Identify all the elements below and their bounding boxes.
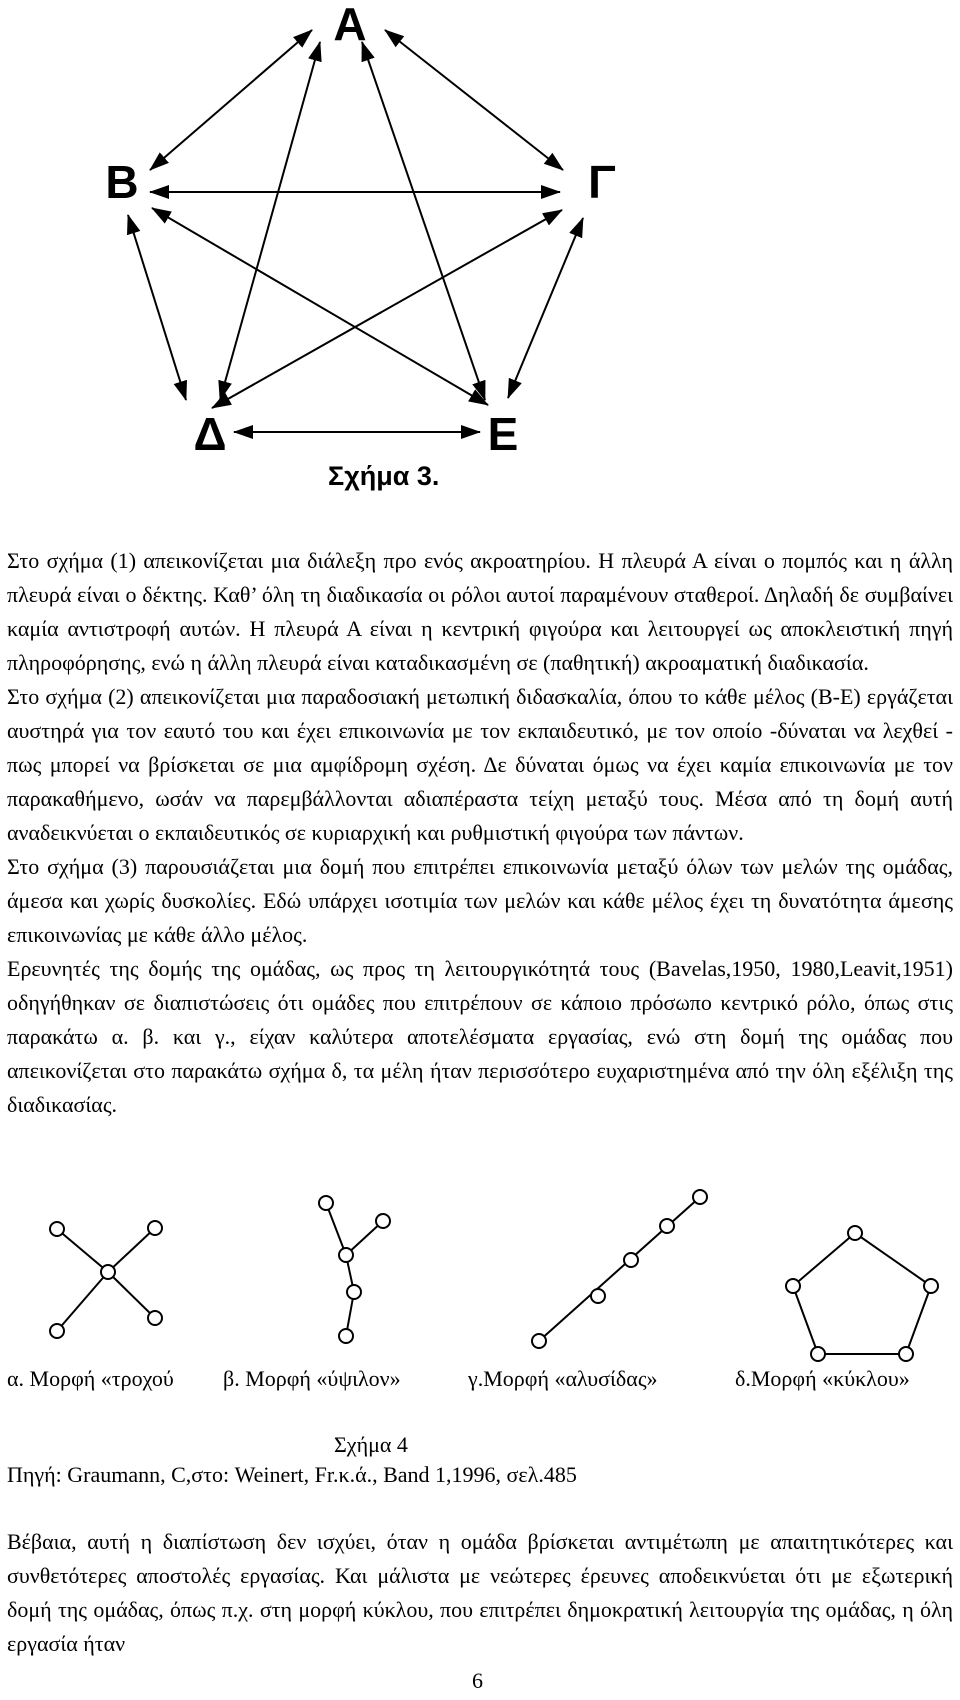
shape-wheel xyxy=(50,1221,162,1338)
edge-g-a xyxy=(385,30,563,170)
paragraph: Στο σχήμα (2) απεικονίζεται μια παραδοσιακή μετωπική διδασκαλία, όπου το κάθε μέλος (Β-Ε) εργάζεται αυστηρά για τον εαυτό του και έχει επικοινωνία με τον εκπαιδευτικό, με τον οποίο -δύναται να λεχθεί - πως μπορεί να βρίσκεται σε μια αμφίδρομη σχέση. Δε δύναται όμως να έχει καμία επικοινωνία με τον παρακαθήμενο, ωσάν να παρεμβάλλονται αδιαπέραστα τείχη μεταξύ τους. Μέσα από τη δομή αυτή αναδεικνύεται ο εκπαιδευτικός σε κυριαρχική και ρυθμιστική φιγούρα των πάντων. xyxy=(7,684,953,845)
paragraph: Στο σχήμα (3) παρουσιάζεται μια δομή που επιτρέπει επικοινωνία μεταξύ όλων των μελών της ομάδας, άμεσα και χωρίς δυσκολίες. Εδώ υπάρχει ισοτιμία των μελών και κάθε μέλος έχει τη δυνατότητα άμεσης επικοινωνίας με κάθε άλλο μέλος. xyxy=(7,854,953,947)
figure-3-network-diagram xyxy=(0,0,960,500)
edge-g-e xyxy=(508,218,583,398)
edge-b-e xyxy=(152,208,488,405)
figure-4-label-d: δ.Μορφή «κύκλου» xyxy=(735,1366,910,1391)
figure-3-caption: Σχήμα 3. xyxy=(328,461,440,491)
edge-b-a xyxy=(150,30,312,170)
shape-circle xyxy=(786,1226,938,1361)
body-text-top xyxy=(7,544,953,1122)
figure-4-label-c: γ.Μορφή «αλυσίδας» xyxy=(468,1366,658,1391)
node-label-b: Β xyxy=(105,156,139,208)
paragraph: Ερευνητές της δομής της ομάδας, ως προς τη λειτουργικότητά τους (Bavelas,1950, 1980,Leavit,1951) οδηγήθηκαν σε διαπιστώσεις ότι ομάδες που επιτρέπουν σε κάποιο πρόσωπο κεντρικό ρόλο, όπως στις παρακάτω α. β. και γ., είχαν καλύτερα αποτελέσματα εργασίας, ενώ στη δομή της ομάδας που απεικονίζεται στο παρακάτω σχήμα δ, τα μέλη ήταν περισσότερο ευχαριστημένα από την όλη εξέλιξη της διαδικασίας. xyxy=(7,956,953,1117)
paragraph: Στο σχήμα (1) απεικονίζεται μια διάλεξη προ ενός ακροατηρίου. Η πλευρά Α είναι ο πομπός και η άλλη πλευρά είναι ο δέκτης. Καθ’ όλη τη διαδικασία οι ρόλοι αυτοί παραμένουν σταθεροί. Δηλαδή δε συμβαίνει καμία αντιστροφή αυτών. Η πλευρά Α είναι η κεντρική φιγούρα και λειτουργεί ως αποκλειστική πηγή πληροφόρησης, ενώ η άλλη πλευρά είναι καταδικασμένη σε (παθητική) ακροαματική διαδικασία. xyxy=(7,548,953,675)
node-label-e: Ε xyxy=(487,408,519,460)
shape-upsilon xyxy=(319,1196,390,1343)
figure-4-caption: Σχήμα 4 xyxy=(334,1432,408,1457)
shape-chain xyxy=(532,1190,707,1348)
figure-4-source: Πηγή: Graumann, C,στο: Weinert, Fr.κ.ά., Band 1,1996, σελ.485 xyxy=(7,1462,577,1487)
figure-4-label-b: β. Μορφή «ύψιλον» xyxy=(223,1366,401,1391)
body-text-bottom xyxy=(7,1525,953,1661)
node-label-a: Α xyxy=(333,0,367,50)
node-label-g: Γ xyxy=(588,156,616,208)
edge-b-d xyxy=(128,215,186,400)
paragraph: Βέβαια, αυτή η διαπίστωση δεν ισχύει, όταν η ομάδα βρίσκεται αντιμέτωπη με απαιτητικότερες και συνθετότερες αποστολές εργασίας. Και μάλιστα με νεώτερες έρευνες αποδεικνύεται ότι με εξωτερική δομή της ομάδας, όπως π.χ. στη μορφή κύκλου, που επιτρέπει δημοκρατική λειτουργία της ομάδας, η όλη εργασία ήταν xyxy=(7,1529,953,1656)
page-number: 6 xyxy=(472,1668,483,1693)
edge-e-a xyxy=(362,42,485,400)
figure-4-label-a: α. Μορφή «τροχού xyxy=(7,1366,174,1391)
node-label-d: Δ xyxy=(193,408,227,460)
